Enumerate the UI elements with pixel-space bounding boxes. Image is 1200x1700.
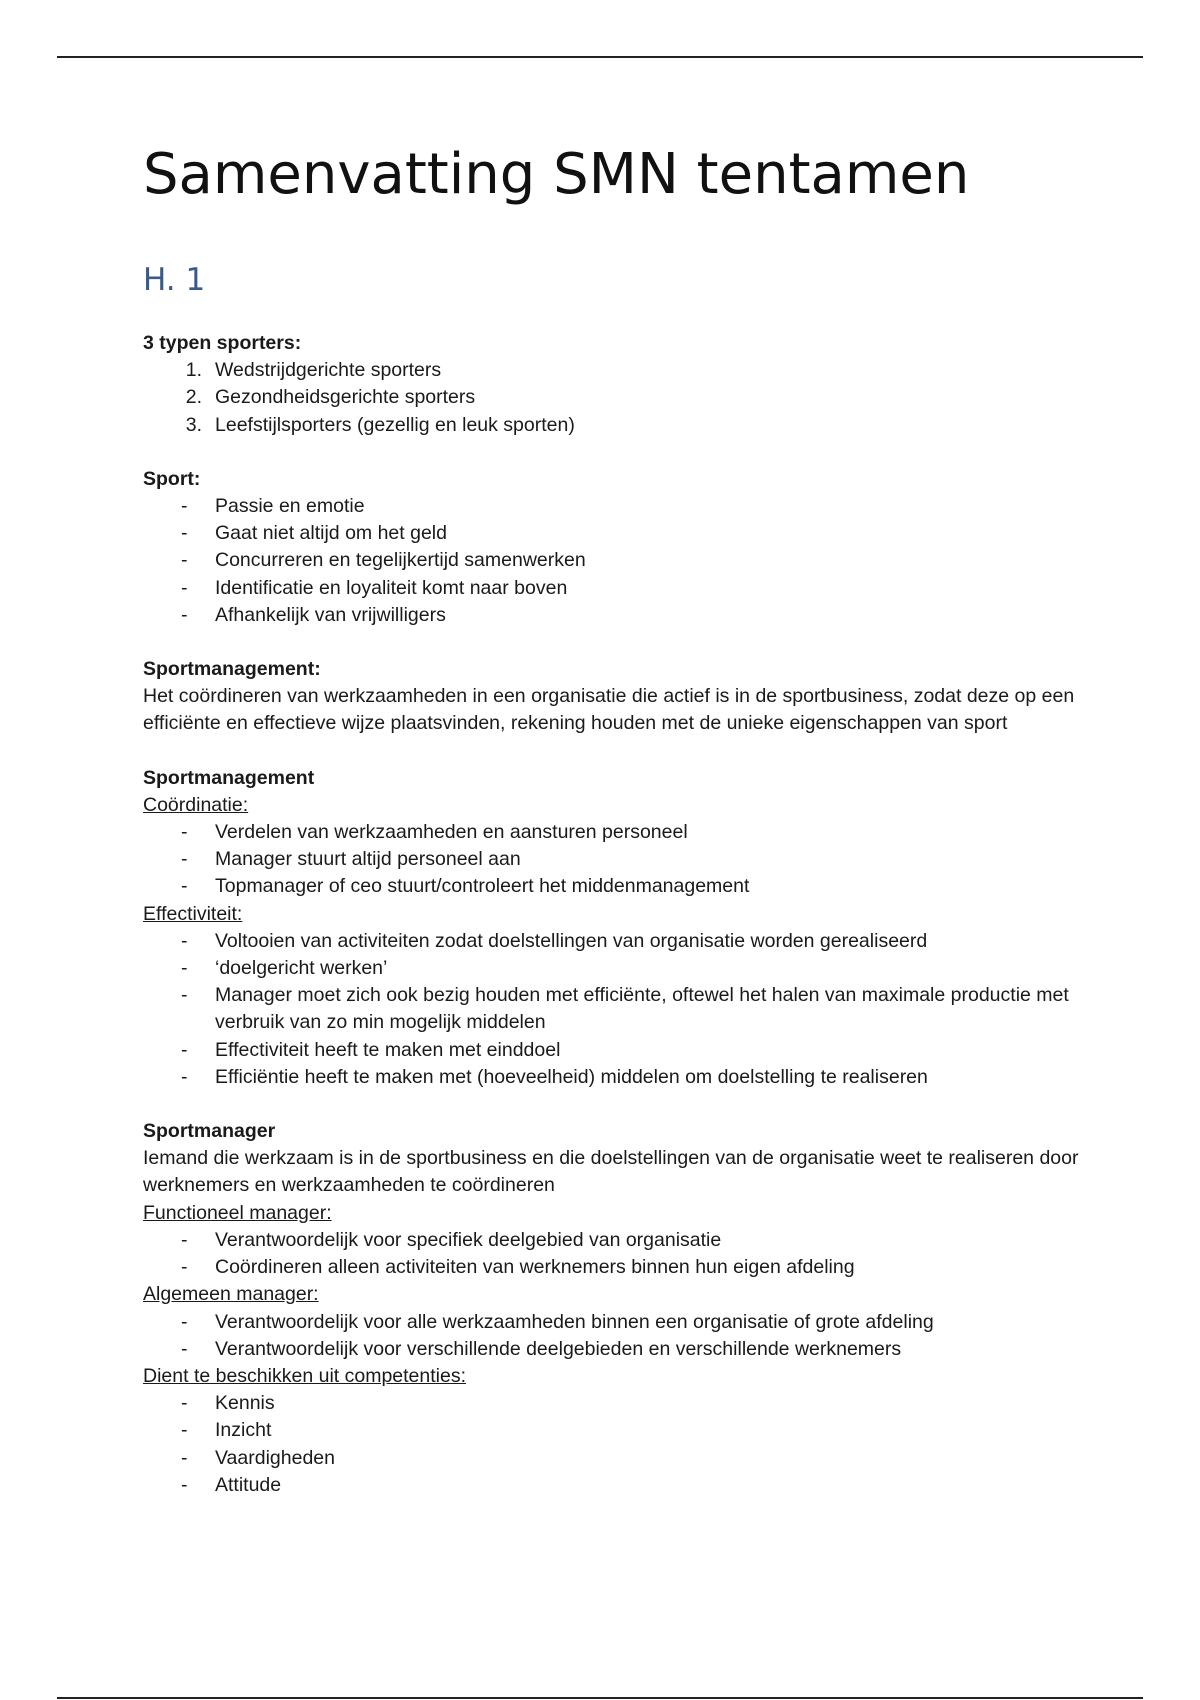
list-item: [143, 493, 1083, 520]
list-item: [143, 1254, 1083, 1281]
list-item-text: Verantwoordelijk voor alle werkzaamheden binnen een organisatie of grote afdeling: [215, 1310, 934, 1333]
list-item-text: Attitude: [215, 1473, 282, 1496]
dash-bullet: -: [181, 549, 188, 572]
dash-bullet: -: [181, 495, 188, 518]
list-item-text: Voltooien van activiteiten zodat doelstellingen van organisatie worden gerealiseerd: [215, 929, 928, 952]
list-item-text: Gezondheidsgerichte sporters: [215, 386, 476, 409]
chapter-heading: H. 1: [143, 262, 206, 298]
list-item-text: Kennis: [215, 1392, 275, 1415]
dash-bullet: -: [181, 1065, 188, 1088]
list-item: [143, 982, 1083, 1036]
list-item-text: Concurreren en tegelijkertijd samenwerken: [215, 549, 586, 572]
dash-bullet: -: [181, 875, 188, 898]
paragraph: Het coördineren van werkzaamheden in een organisatie die actief is in de sportbusiness, zodat deze op een efficiënte en effectieve wijze plaatsvinden, rekening houden met de unieke eigenschappen van sport: [143, 685, 1075, 735]
dash-bullet: -: [181, 1337, 188, 1360]
list-item: [143, 1445, 1083, 1472]
list-item-text: Leefstijlsporters (gezellig en leuk sporten): [215, 413, 575, 436]
section-heading: Sportmanagement: [143, 766, 315, 789]
dash-list: [143, 1227, 1083, 1281]
document-body: [143, 330, 1083, 1526]
subheading-effectiviteit: Effectiviteit:: [143, 902, 243, 925]
list-item-text: ‘doelgericht werken’: [215, 957, 388, 980]
list-item: [143, 1227, 1083, 1254]
dash-bullet: -: [181, 1419, 188, 1442]
list-item: [143, 846, 1083, 873]
list-item: [143, 1309, 1083, 1336]
subheading-functioneel-manager: Functioneel manager:: [143, 1201, 332, 1224]
list-item-text: Verantwoordelijk voor specifiek deelgebied van organisatie: [215, 1228, 722, 1251]
dash-bullet: -: [181, 1228, 188, 1251]
list-item-text: Manager moet zich ook bezig houden met efficiënte, oftewel het halen van maximale productie met verbruik van zo min mogelijk middelen: [215, 984, 1069, 1034]
header-rule: [57, 56, 1143, 58]
list-number: 1.: [185, 359, 202, 382]
list-item-text: Inzicht: [215, 1419, 272, 1442]
list-number: 3.: [185, 413, 202, 436]
list-item-text: Wedstrijdgerichte sporters: [215, 359, 442, 382]
list-item-text: Efficiëntie heeft te maken met (hoeveelheid) middelen om doelstelling te realiseren: [215, 1065, 928, 1088]
dash-list: [143, 819, 1083, 901]
list-item-text: Identificatie en loyaliteit komt naar boven: [215, 576, 568, 599]
list-number: 2.: [185, 386, 202, 409]
list-item-text: Afhankelijk van vrijwilligers: [215, 603, 446, 626]
list-item: [143, 1390, 1083, 1417]
dash-bullet: -: [181, 522, 188, 545]
dash-bullet: -: [181, 576, 188, 599]
dash-bullet: -: [181, 929, 188, 952]
list-item: [143, 357, 1083, 384]
list-item: [143, 928, 1083, 955]
section-sport: [143, 466, 1083, 629]
footer-rule: [57, 1697, 1143, 1699]
list-item-text: Gaat niet altijd om het geld: [215, 522, 447, 545]
dash-bullet: -: [181, 603, 188, 626]
section-sportmanagement-definitie: [143, 656, 1083, 738]
list-item: [143, 412, 1083, 439]
list-item: [143, 1472, 1083, 1499]
list-item: [143, 384, 1083, 411]
numbered-list: [143, 357, 1083, 439]
list-item: [143, 955, 1083, 982]
dash-bullet: -: [181, 1310, 188, 1333]
dash-bullet: -: [181, 1392, 188, 1415]
dash-list: [143, 1309, 1083, 1363]
subheading-algemeen-manager: Algemeen manager:: [143, 1283, 319, 1306]
list-item-text: Topmanager of ceo stuurt/controleert het middenmanagement: [215, 875, 750, 898]
list-item-text: Effectiviteit heeft te maken met einddoel: [215, 1038, 561, 1061]
dash-bullet: -: [181, 848, 188, 871]
dash-bullet: -: [181, 1473, 188, 1496]
dash-bullet: -: [181, 1256, 188, 1279]
list-item-text: Manager stuurt altijd personeel aan: [215, 848, 521, 871]
dash-list: [143, 493, 1083, 629]
list-item-text: Verantwoordelijk voor verschillende deelgebieden en verschillende werknemers: [215, 1337, 902, 1360]
list-item: [143, 1064, 1083, 1091]
list-item-text: Vaardigheden: [215, 1446, 335, 1469]
list-item-text: Verdelen van werkzaamheden en aansturen personeel: [215, 821, 688, 844]
document-page: [143, 140, 1083, 1496]
list-item: [143, 1417, 1083, 1444]
list-item: [143, 575, 1083, 602]
list-item: [143, 547, 1083, 574]
dash-bullet: -: [181, 1038, 188, 1061]
dash-bullet: -: [181, 821, 188, 844]
paragraph: Iemand die werkzaam is in de sportbusiness en die doelstellingen van de organisatie weet te realiseren door werknemers en werkzaamheden te coördineren: [143, 1147, 1079, 1197]
list-item-text: Passie en emotie: [215, 495, 365, 518]
section-heading: 3 typen sporters:: [143, 332, 302, 354]
section-heading: Sportmanager: [143, 1120, 276, 1143]
dash-list: [143, 1390, 1083, 1499]
list-item: [143, 1336, 1083, 1363]
list-item: [143, 1037, 1083, 1064]
document-title: Samenvatting SMN tentamen: [143, 142, 970, 207]
subheading-coordinatie: Coördinatie:: [143, 793, 249, 816]
dash-bullet: -: [181, 984, 188, 1007]
list-item-text: Coördineren alleen activiteiten van werknemers binnen hun eigen afdeling: [215, 1256, 855, 1279]
subheading-competenties: Dient te beschikken uit competenties:: [143, 1364, 467, 1387]
dash-list: [143, 928, 1083, 1091]
list-item: [143, 819, 1083, 846]
list-item: [143, 602, 1083, 629]
section-sportmanagement: [143, 765, 1083, 1091]
section-heading: Sport:: [143, 467, 201, 490]
section-typen-sporters: [143, 330, 1083, 439]
list-item: [143, 520, 1083, 547]
dash-bullet: -: [181, 1446, 188, 1469]
section-sportmanager: [143, 1118, 1083, 1499]
dash-bullet: -: [181, 957, 188, 980]
section-heading: Sportmanagement:: [143, 658, 321, 681]
list-item: [143, 873, 1083, 900]
